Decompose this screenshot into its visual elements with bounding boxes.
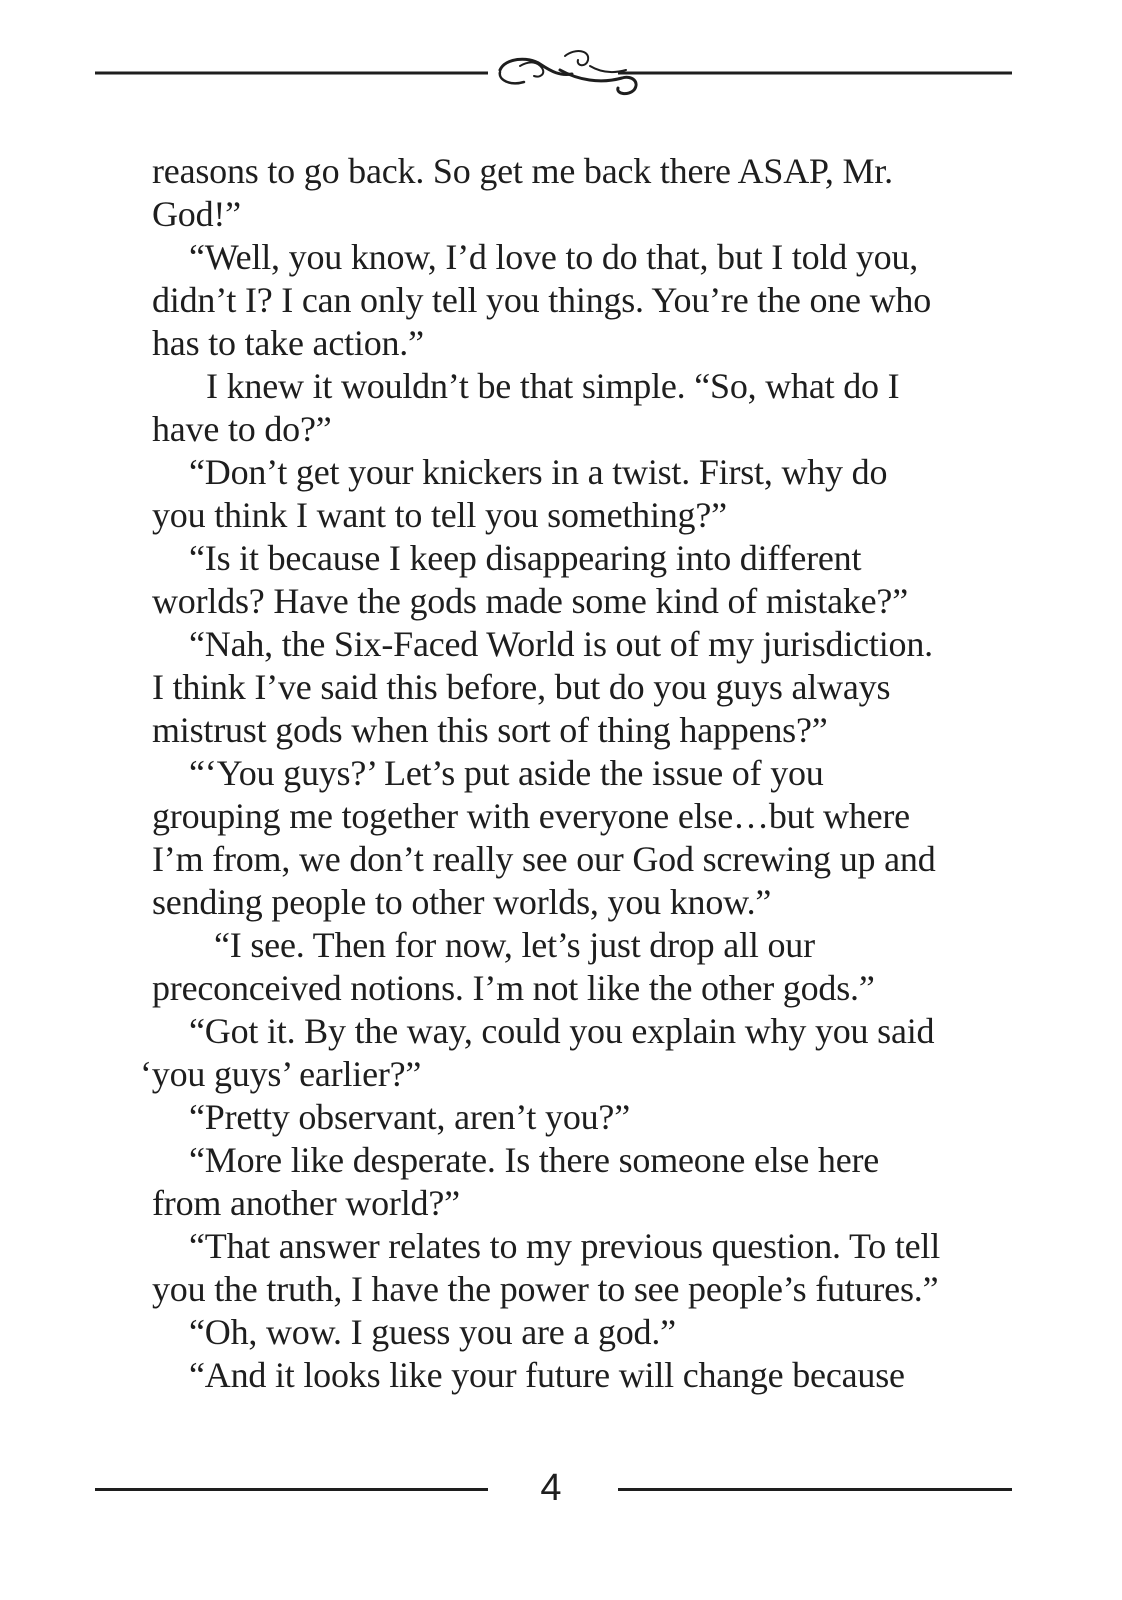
text-line: have to do?”: [152, 409, 332, 449]
text-line: reasons to go back. So get me back there ASAP, Mr.: [152, 151, 893, 191]
text-line: mistrust gods when this sort of thing happens?”: [152, 710, 828, 750]
text-line: has to take action.”: [152, 323, 424, 363]
footer-rule-left: [95, 1488, 488, 1491]
text-line: “I see. Then for now, let’s just drop all our: [214, 925, 815, 965]
text-line: from another world?”: [152, 1183, 460, 1223]
flourish-swirl: [500, 51, 636, 94]
text-line: you the truth, I have the power to see people’s futures.”: [152, 1269, 939, 1309]
text-line: sending people to other worlds, you know.”: [152, 882, 772, 922]
footer-rule-right: [618, 1488, 1012, 1491]
text-line: “‘You guys?’ Let’s put aside the issue of you: [189, 753, 824, 793]
text-line: God!”: [152, 194, 241, 234]
text-line: “That answer relates to my previous question. To tell: [189, 1226, 941, 1266]
text-line: grouping me together with everyone else…but where: [152, 796, 910, 836]
flourish-ornament-icon: [0, 40, 1122, 110]
text-line: “Oh, wow. I guess you are a god.”: [189, 1312, 676, 1352]
text-line: preconceived notions. I’m not like the other gods.”: [152, 968, 875, 1008]
text-line: “Don’t get your knickers in a twist. First, why do: [189, 452, 888, 492]
text-line: “More like desperate. Is there someone else here: [189, 1140, 880, 1180]
text-line: I’m from, we don’t really see our God screwing up and: [152, 839, 936, 879]
text-line: “Is it because I keep disappearing into different: [189, 538, 862, 578]
text-line: worlds? Have the gods made some kind of mistake?”: [152, 581, 908, 621]
text-line: “Nah, the Six-Faced World is out of my jurisdiction.: [189, 624, 933, 664]
text-line: “Well, you know, I’d love to do that, but I told you,: [189, 237, 919, 277]
text-line: “And it looks like your future will change because: [189, 1355, 905, 1395]
text-line: I think I’ve said this before, but do you guys always: [152, 667, 891, 707]
page-number: 4: [540, 1467, 562, 1509]
text-line: ‘you guys’ earlier?”: [140, 1054, 422, 1094]
text-line: “Pretty observant, aren’t you?”: [189, 1097, 630, 1137]
text-line: you think I want to tell you something?”: [152, 495, 727, 535]
text-line: didn’t I? I can only tell you things. You’re the one who: [152, 280, 932, 320]
text-line: I knew it wouldn’t be that simple. “So, what do I: [206, 366, 900, 406]
text-line: “Got it. By the way, could you explain why you said: [189, 1011, 935, 1051]
